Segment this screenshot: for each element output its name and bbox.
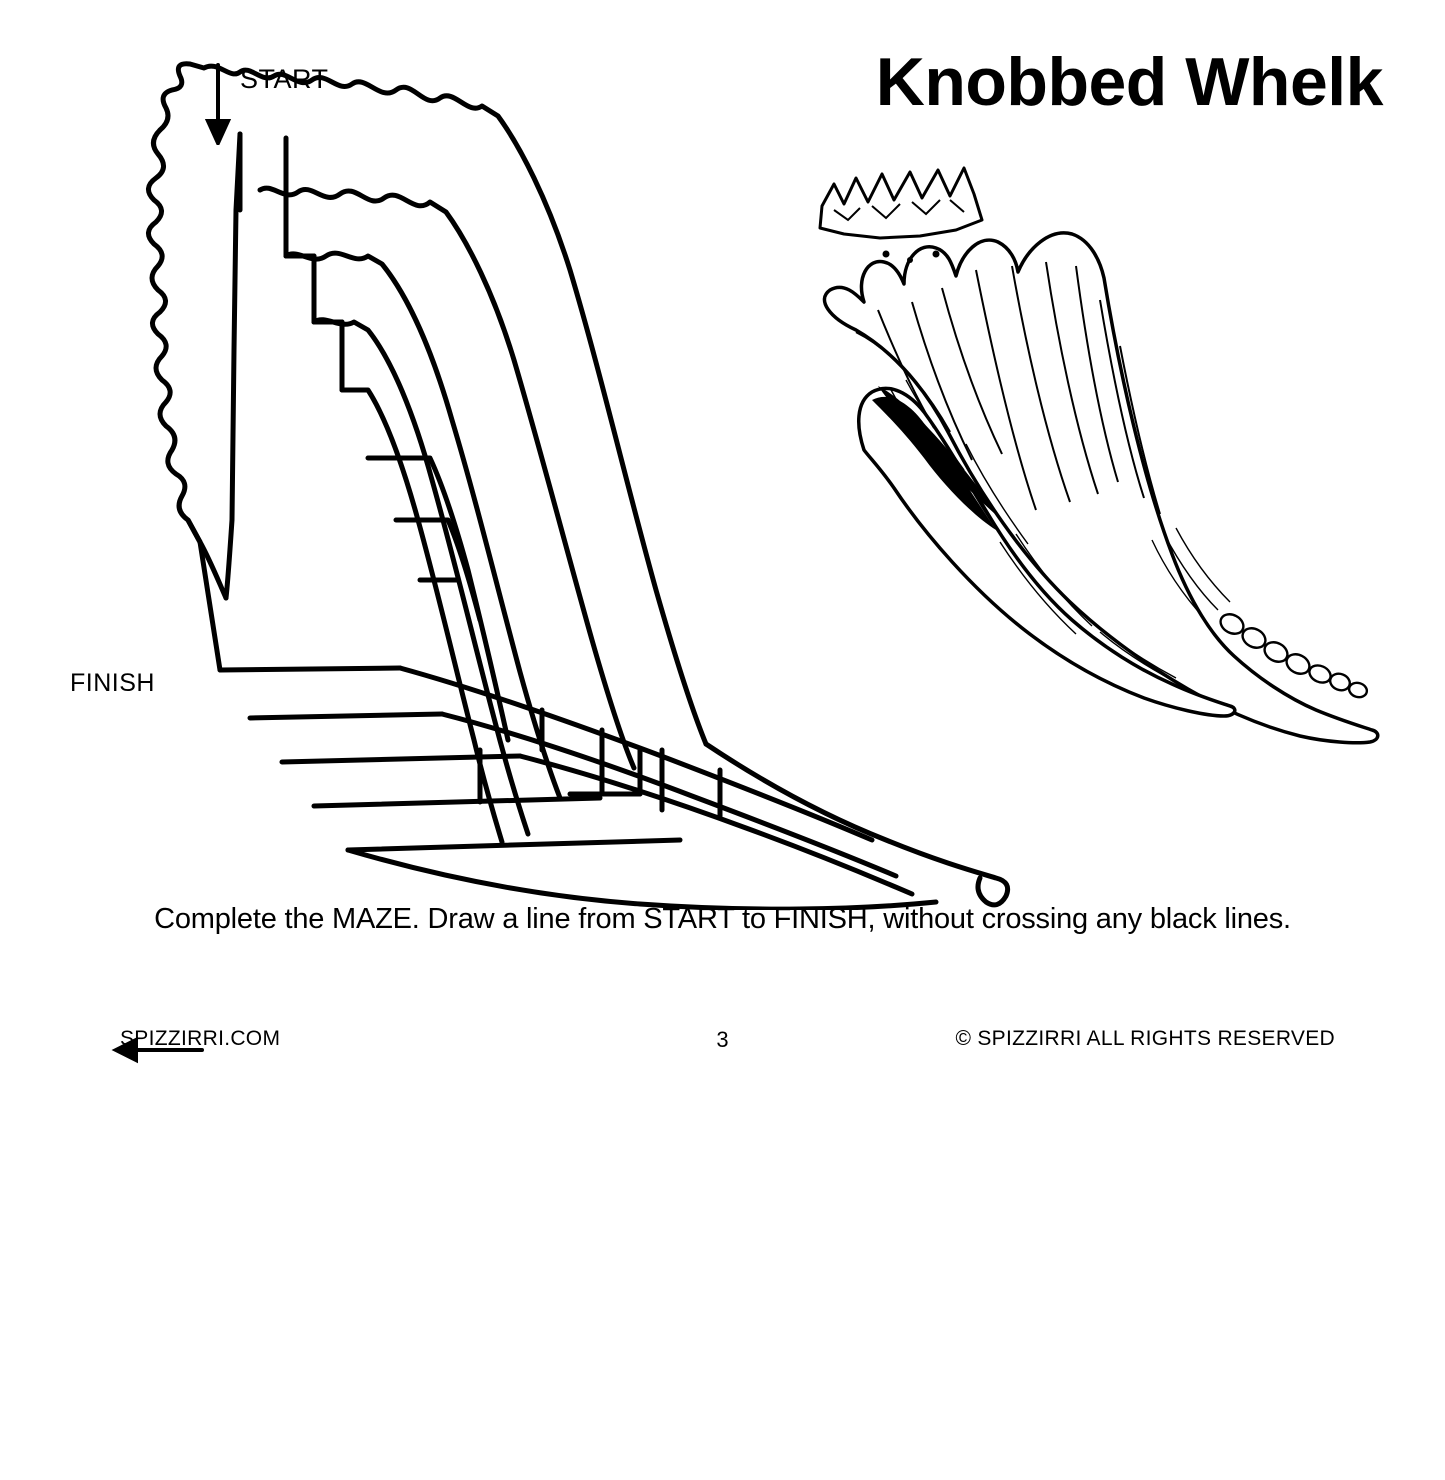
knobbed-whelk-shell-drawing (760, 150, 1400, 770)
instruction-text: Complete the MAZE. Draw a line from START to FINISH, without crossing any black lines. (154, 903, 1291, 935)
footer-website: SPIZZIRRI.COM (120, 1027, 281, 1050)
footer-copyright: © SPIZZIRRI ALL RIGHTS RESERVED (955, 1027, 1335, 1050)
footer (0, 1027, 1445, 1057)
maze-start-label: START (240, 64, 329, 94)
footer-page-number: 3 (716, 1027, 729, 1052)
maze-finish-label: FINISH (70, 669, 155, 697)
page-title: Knobbed Whelk (875, 44, 1383, 120)
